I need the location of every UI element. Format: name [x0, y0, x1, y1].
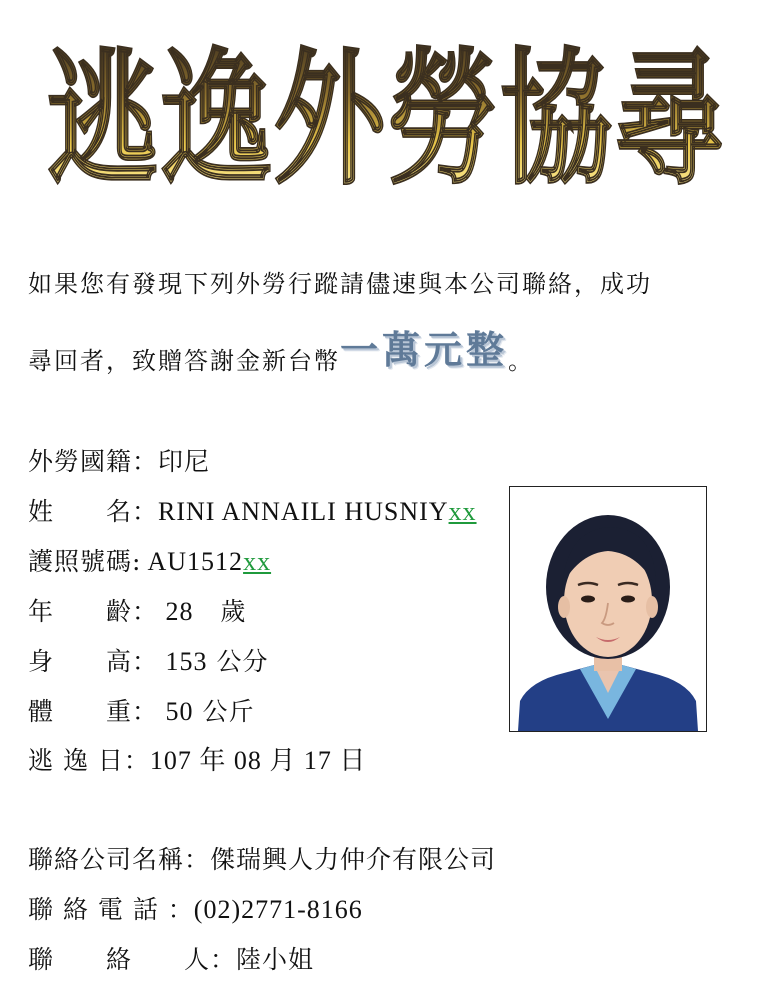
contact-person-row [28, 940, 314, 976]
contact-person-label: 聯 絡 人： [28, 945, 237, 974]
name-value: RINI ANNAILI HUSNIY [158, 497, 449, 526]
name-masked-link[interactable]: xx [448, 497, 477, 526]
age-value: 28 [158, 597, 194, 626]
passport-value: AU1512 [141, 547, 244, 576]
weight-value: 50 [158, 697, 194, 726]
height-row [28, 642, 268, 678]
poster-title [30, 10, 745, 210]
title-wordart [30, 10, 745, 210]
nationality-row [28, 442, 210, 478]
escape-date-row [28, 740, 366, 777]
name-row [28, 492, 477, 528]
weight-unit: 公斤 [202, 697, 255, 726]
phone-row [28, 890, 363, 926]
height-value: 153 [158, 647, 208, 676]
age-label: 年 齡： [28, 597, 159, 626]
escape-date-value: 107 年 08 月 17 日 [149, 746, 367, 775]
worker-photo [509, 486, 707, 732]
phone-label: 聯 絡 電 話 ： [28, 895, 194, 924]
nationality-label: 外勞國籍： [28, 447, 159, 476]
intro-line-2 [28, 328, 768, 383]
escape-date-label: 逃 逸 日： [28, 746, 150, 775]
age-row [28, 592, 246, 628]
intro-line-1: 如果您有發現下列外勞行蹤請儘速與本公司聯絡，成功 [28, 270, 652, 298]
reward-amount: 一萬元整 [340, 328, 509, 372]
company-value: 傑瑞興人力仲介有限公司 [210, 845, 497, 874]
phone-value: (02)2771-8166 [193, 895, 363, 924]
company-row [28, 840, 496, 876]
portrait-image [510, 487, 706, 731]
title-text: 逃逸外勞協尋 [46, 32, 727, 205]
age-unit: 歲 [220, 597, 247, 626]
company-label: 聯絡公司名稱： [28, 845, 211, 874]
height-label: 身 高： [28, 647, 159, 676]
passport-row [28, 542, 271, 578]
passport-label: 護照號碼: [28, 547, 142, 576]
height-unit: 公分 [216, 647, 269, 676]
contact-person-value: 陸小姐 [236, 945, 315, 974]
weight-label: 體 重： [28, 697, 159, 726]
passport-masked-link[interactable]: xx [243, 547, 272, 576]
name-label: 姓 名： [28, 497, 159, 526]
weight-row [28, 692, 254, 728]
intro-paragraph [28, 262, 768, 383]
intro-line-2-prefix: 尋回者，致贈答謝金新台幣 [28, 347, 340, 375]
nationality-value: 印尼 [158, 447, 211, 476]
intro-line-2-suffix: 。 [508, 347, 535, 375]
